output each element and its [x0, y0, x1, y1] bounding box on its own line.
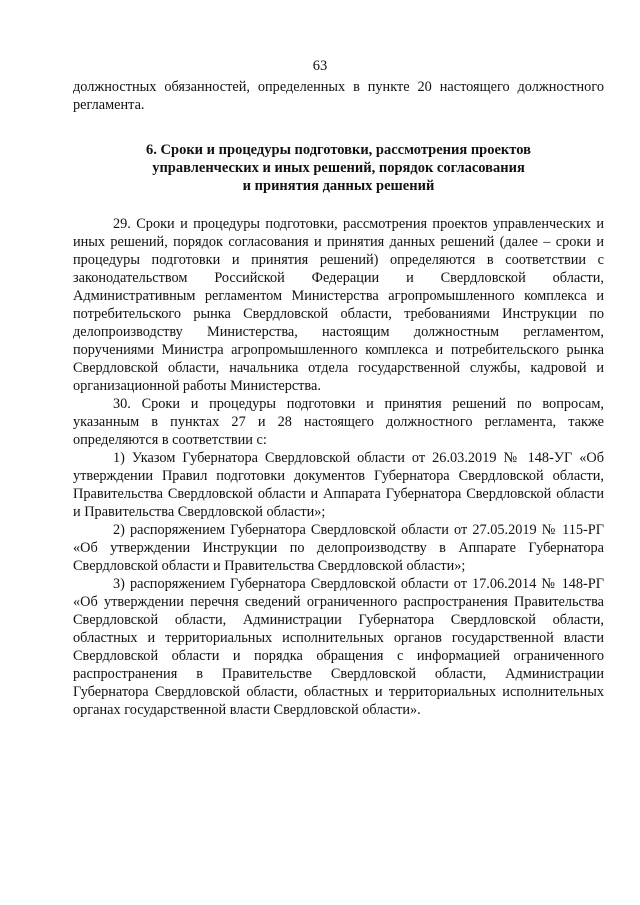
- paragraph-29: 29. Сроки и процедуры подготовки, рассмотрения проектов управленческих и иных решений, порядок согласования и принятия данных решений (далее – сроки и процедуры подготовки и принятия решений) определяются в соответствии с законодательством Российской Федерации и Свердловской области, Административным регламентом Министерства агропромышленного комплекса и потребительского рынка Свердловской области, требованиями Инструкции по делопроизводству Министерства, настоящим должностным регламентом, поручениями Министра агропромышленного комплекса и потребительского рынка Свердловской области, начальника отдела государственной службы, кадровой и организационной работы Министерства.: [73, 216, 604, 394]
- section-heading-line-3: и принятия данных решений: [242, 178, 435, 194]
- document-body: [73, 78, 604, 719]
- section-heading-line-1: 6. Сроки и процедуры подготовки, рассмотрения проектов: [146, 142, 531, 158]
- list-item-1: 1) Указом Губернатора Свердловской области от 26.03.2019 № 148-УГ «Об утверждении Правил подготовки документов Губернатора Свердловской области, Правительства Свердловской области и Аппарата Губернатора Свердловской области и Правительства Свердловской области»;: [73, 450, 604, 520]
- intro-paragraph: должностных обязанностей, определенных в пункте 20 настоящего должностного регламента.: [73, 79, 604, 113]
- list-item-3: 3) распоряжением Губернатора Свердловской области от 17.06.2014 № 148-РГ «Об утверждении перечня сведений ограниченного распространения Правительства Свердловской области, Администрации Губернатора Свердловской области, областных и территориальных исполнительных органов государственной власти Свердловской области и порядка обращения с информацией ограниченного распространения в Правительстве Свердловской области, Администрации Губернатора Свердловской области, областных и территориальных исполнительных органах государственной власти Свердловской области».: [73, 576, 604, 718]
- list-item-2: 2) распоряжением Губернатора Свердловской области от 27.05.2019 № 115-РГ «Об утверждении Инструкции по делопроизводству в Аппарате Губернатора Свердловской области и Правительства Свердловской области»;: [73, 522, 604, 574]
- section-heading-line-2: управленческих и иных решений, порядок согласования: [152, 160, 525, 176]
- section-heading: [73, 141, 604, 195]
- paragraph-30: 30. Сроки и процедуры подготовки и принятия решений по вопросам, указанным в пунктах 27 и 28 настоящего должностного регламента, также определяются в соответствии с:: [73, 396, 604, 448]
- page-number: 63: [312, 58, 328, 74]
